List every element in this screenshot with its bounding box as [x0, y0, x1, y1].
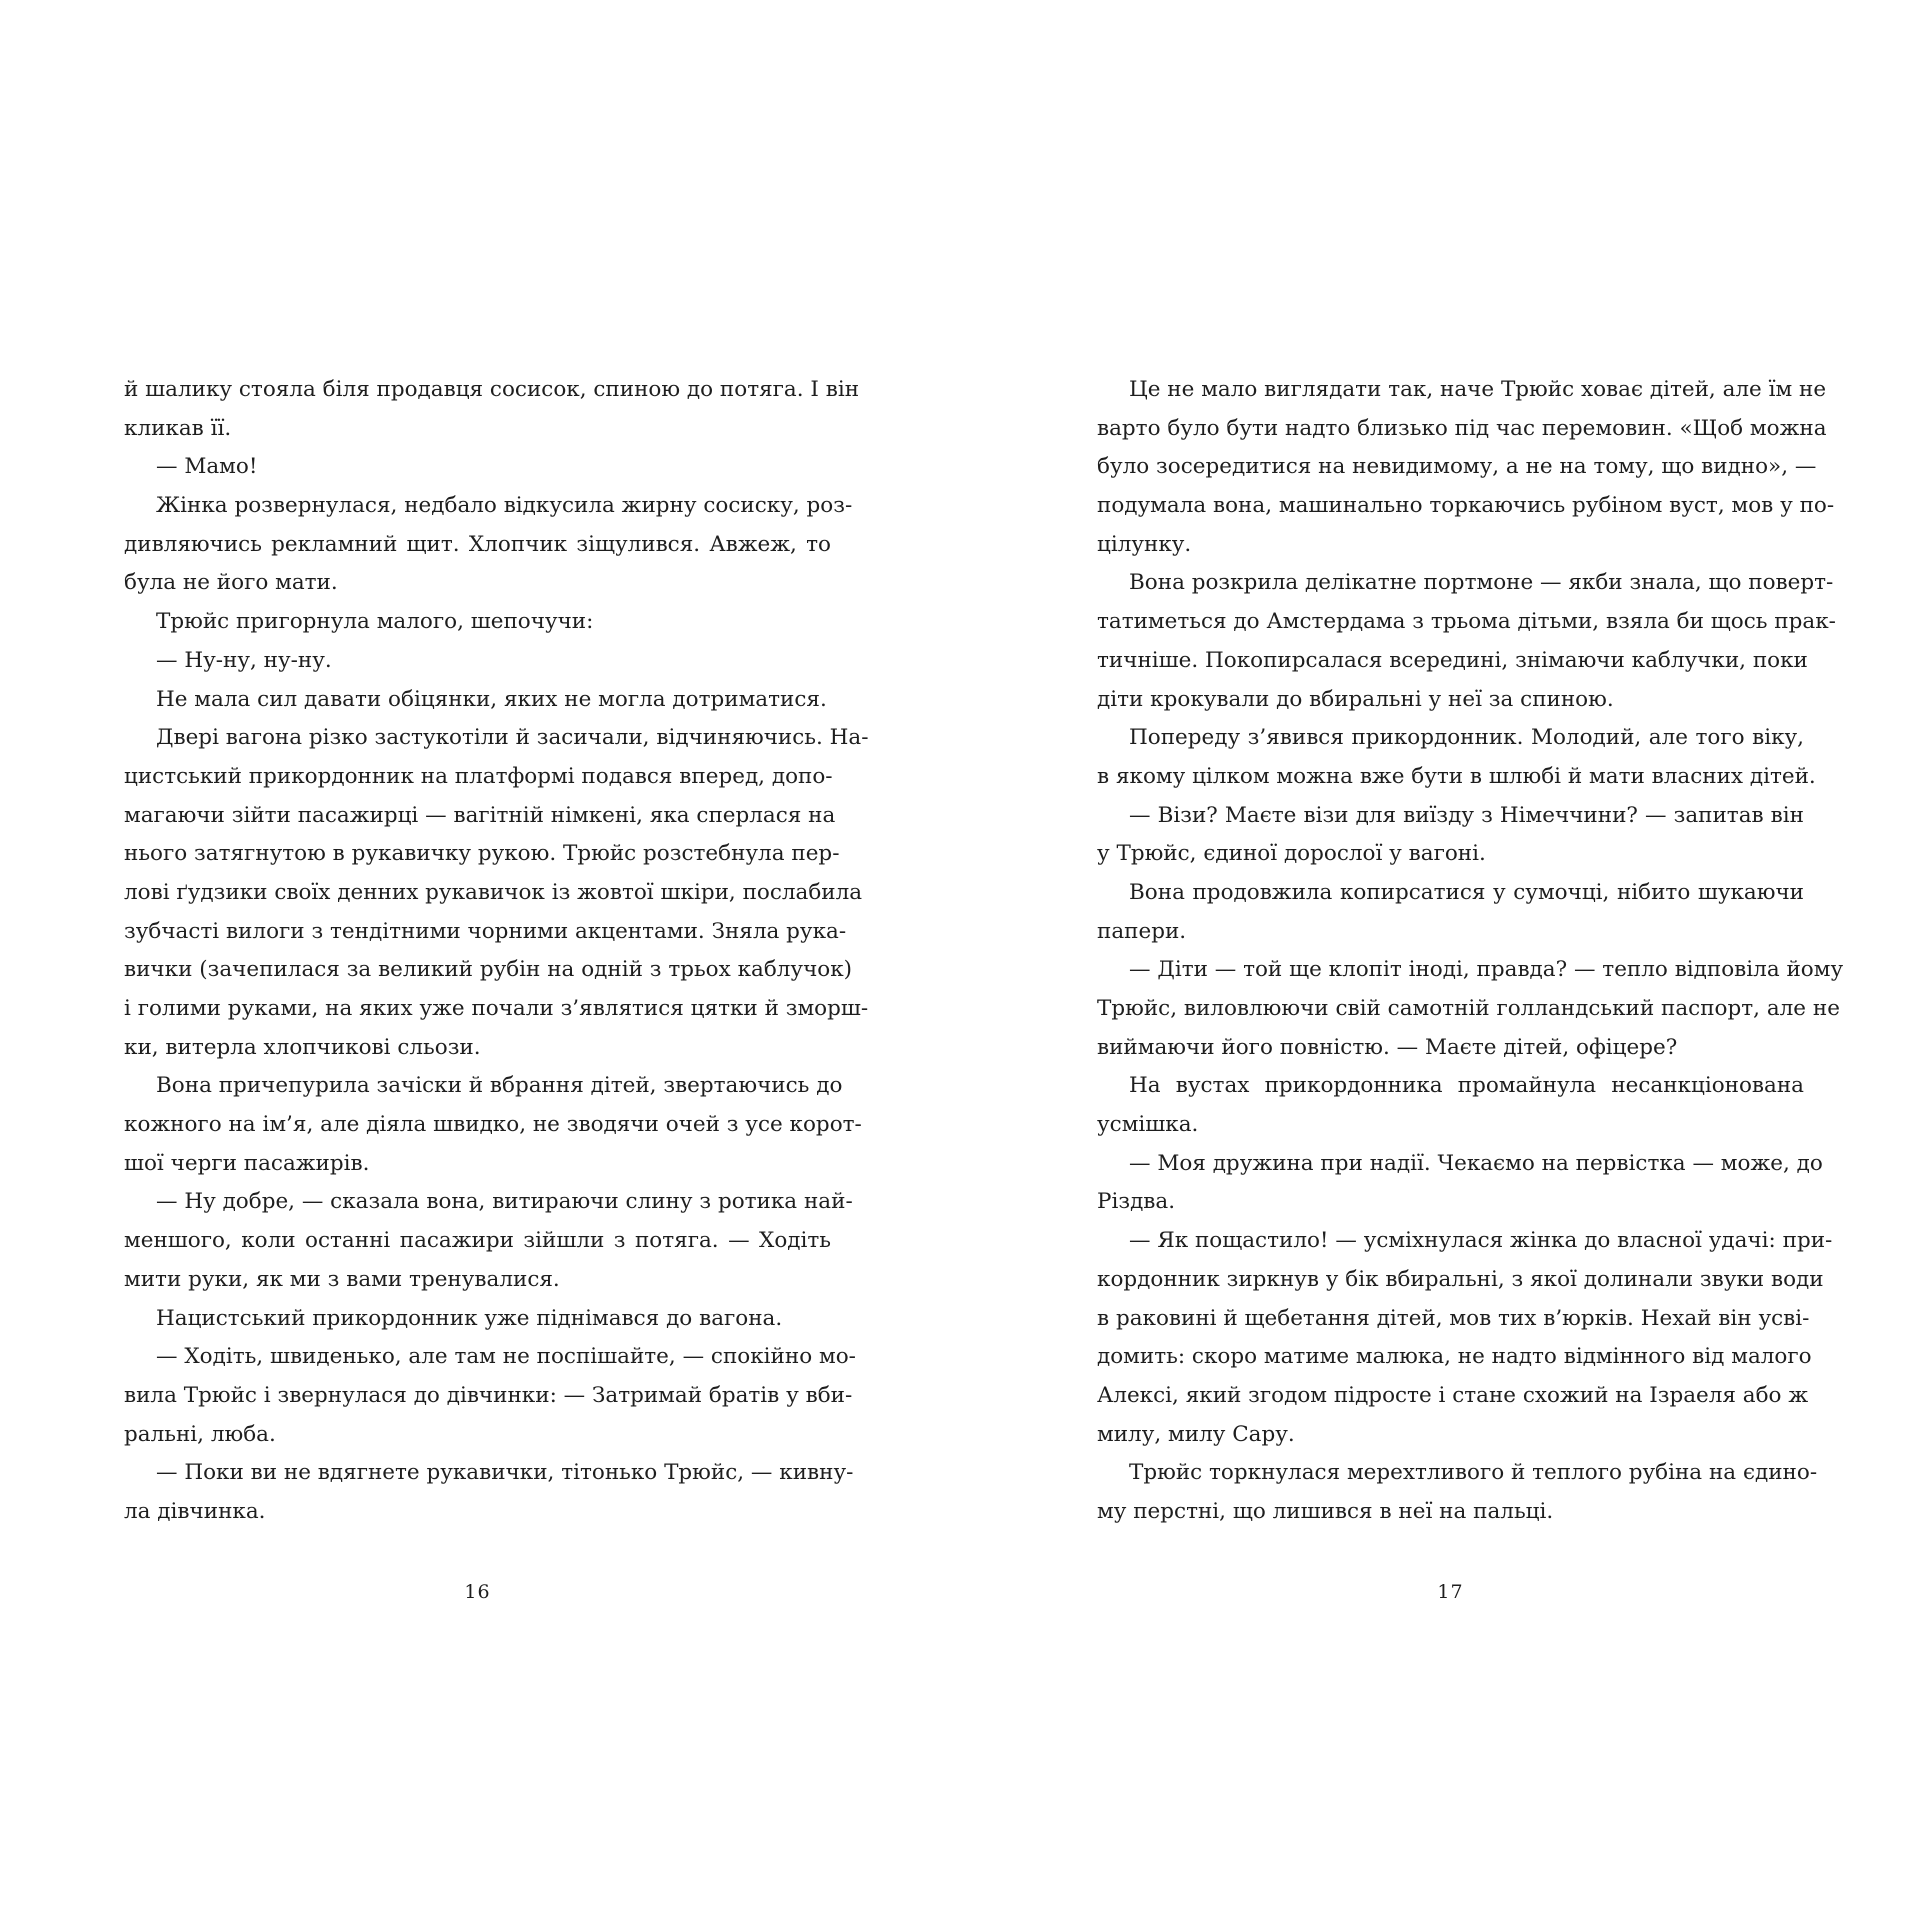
- text-line: зубчасті вилоги з тендітними чорними акцентами. Зняла рука-: [124, 918, 847, 944]
- text-line: домить: скоро матиме малюка, не надто відмінного від малого: [1097, 1344, 1812, 1370]
- text-line: Не мала сил давати обіцянки, яких не могла дотриматися.: [156, 686, 827, 712]
- text-line: — Ходіть, швиденько, але там не поспішайте, — спокійно мо-: [156, 1344, 856, 1370]
- text-line: Нацистський прикордонник уже піднімався до вагона.: [156, 1305, 783, 1331]
- text-line: — Як пощастило! — усміхнулася жінка до власної удачі: при-: [1129, 1228, 1833, 1254]
- text-line: му перстні, що лишився в неї на пальці.: [1097, 1498, 1554, 1524]
- right-page: [1097, 371, 1844, 1603]
- text-line: папери.: [1097, 918, 1187, 944]
- text-line: вички (зачепилася за великий рубін на одній з трьох каблучок): [124, 957, 853, 983]
- left-page: [124, 371, 869, 1603]
- text-line: Трюйс торкнулася мерехтливого й теплого рубіна на єдино-: [1129, 1460, 1818, 1486]
- text-line: Трюйс пригорнула малого, шепочучи:: [156, 609, 594, 635]
- text-line: кожного на ім’я, але діяла швидко, не зводячи очей з усе корот-: [124, 1112, 862, 1138]
- right-page-text: [1097, 371, 1844, 1531]
- text-line: в якому цілком можна вже бути в шлюбі й мати власних дітей.: [1097, 763, 1816, 789]
- page-number: 16: [464, 1581, 491, 1603]
- text-line: Вона причепурила зачіски й вбрання дітей, звертаючись до: [156, 1073, 843, 1099]
- text-line: — Візи? Маєте візи для виїзду з Німеччини? — запитав він: [1129, 802, 1804, 828]
- text-line: мити руки, як ми з вами тренувалися.: [124, 1266, 560, 1292]
- text-line: дивляючись рекламний щит. Хлопчик зіщулився. Авжеж, то: [124, 531, 831, 557]
- text-line: виймаючи його повністю. — Маєте дітей, офіцере?: [1097, 1034, 1678, 1060]
- left-page-text: [124, 371, 869, 1531]
- text-line: магаючи зійти пасажирці — вагітній німкені, яка сперлася на: [124, 802, 836, 828]
- text-line: цілунку.: [1097, 531, 1192, 557]
- text-line: вила Трюйс і звернулася до дівчинки: — Затримай братів у вби-: [124, 1382, 853, 1408]
- text-line: кликав її.: [124, 415, 232, 441]
- text-line: ла дівчинка.: [124, 1498, 266, 1524]
- text-line: лові ґудзики своїх денних рукавичок із жовтої шкіри, послабила: [124, 879, 863, 905]
- text-line: — Моя дружина при надії. Чекаємо на первістка — може, до: [1129, 1150, 1823, 1176]
- text-line: у Трюйс, єдиної дорослої у вагоні.: [1097, 841, 1486, 867]
- text-line: На вустах прикордонника промайнула несанкціонована: [1129, 1073, 1804, 1099]
- text-line: Попереду з’явився прикордонник. Молодий, але того віку,: [1129, 725, 1804, 751]
- text-line: кордонник зиркнув у бік вбиральні, з якої долинали звуки води: [1097, 1266, 1824, 1292]
- text-line: татиметься до Амстердама з трьома дітьми, взяла би щось прак-: [1097, 609, 1836, 635]
- text-line: діти крокували до вбиральні у неї за спиною.: [1097, 686, 1614, 712]
- text-line: — Ну добре, — сказала вона, витираючи слину з ротика най-: [156, 1189, 853, 1215]
- text-line: Вона розкрила делікатне портмоне — якби знала, що поверт-: [1129, 570, 1834, 596]
- text-line: Жінка розвернулася, недбало відкусила жирну сосиску, роз-: [156, 493, 853, 519]
- page-number: 17: [1437, 1581, 1464, 1603]
- text-line: — Поки ви не вдягнете рукавички, тітонько Трюйс, — кивну-: [156, 1460, 854, 1486]
- text-line: усмішка.: [1097, 1112, 1199, 1138]
- text-line: варто було бути надто близько під час перемовин. «Щоб можна: [1097, 415, 1827, 441]
- text-line: була не його мати.: [124, 570, 338, 596]
- text-line: Це не мало виглядати так, наче Трюйс ховає дітей, але їм не: [1129, 377, 1827, 402]
- text-line: нього затягнутою в рукавичку рукою. Трюйс розстебнула пер-: [124, 841, 840, 867]
- text-line: цистський прикордонник на платформі подався вперед, допо-: [124, 763, 833, 789]
- text-line: ральні, люба.: [124, 1421, 276, 1447]
- text-line: Різдва.: [1097, 1189, 1176, 1215]
- text-line: було зосередитися на невидимому, а не на тому, що видно», —: [1097, 454, 1817, 480]
- text-line: — Діти — той ще клопіт іноді, правда? — тепло відповіла йому: [1129, 957, 1844, 983]
- text-line: в раковині й щебетання дітей, мов тих в’юрків. Нехай він усві-: [1097, 1305, 1810, 1331]
- text-line: милу, милу Сару.: [1097, 1421, 1295, 1447]
- text-line: Трюйс, виловлюючи свій самотній голландський паспорт, але не: [1097, 996, 1840, 1021]
- text-line: Алексі, який згодом підросте і стане схожий на Ізраеля або ж: [1097, 1382, 1809, 1408]
- text-line: Вона продовжила копирсатися у сумочці, нібито шукаючи: [1129, 879, 1804, 905]
- text-line: ки, витерла хлопчикові сльози.: [124, 1034, 481, 1060]
- text-line: Двері вагона різко застукотіли й засичали, відчиняючись. На-: [156, 725, 869, 751]
- text-line: і голими руками, на яких уже почали з’являтися цятки й зморш-: [124, 996, 869, 1021]
- text-line: меншого, коли останні пасажири зійшли з потяга. — Ходіть: [124, 1228, 831, 1254]
- text-line: — Мамо!: [156, 454, 258, 480]
- text-line: тичніше. Покопирсалася всередині, знімаючи каблучки, поки: [1097, 647, 1808, 673]
- text-line: — Ну-ну, ну-ну.: [156, 647, 332, 673]
- text-line: й шалику стояла біля продавця сосисок, спиною до потяга. І він: [124, 377, 860, 402]
- text-line: подумала вона, машинально торкаючись рубіном вуст, мов у по-: [1097, 493, 1835, 519]
- text-line: шої черги пасажирів.: [124, 1150, 370, 1176]
